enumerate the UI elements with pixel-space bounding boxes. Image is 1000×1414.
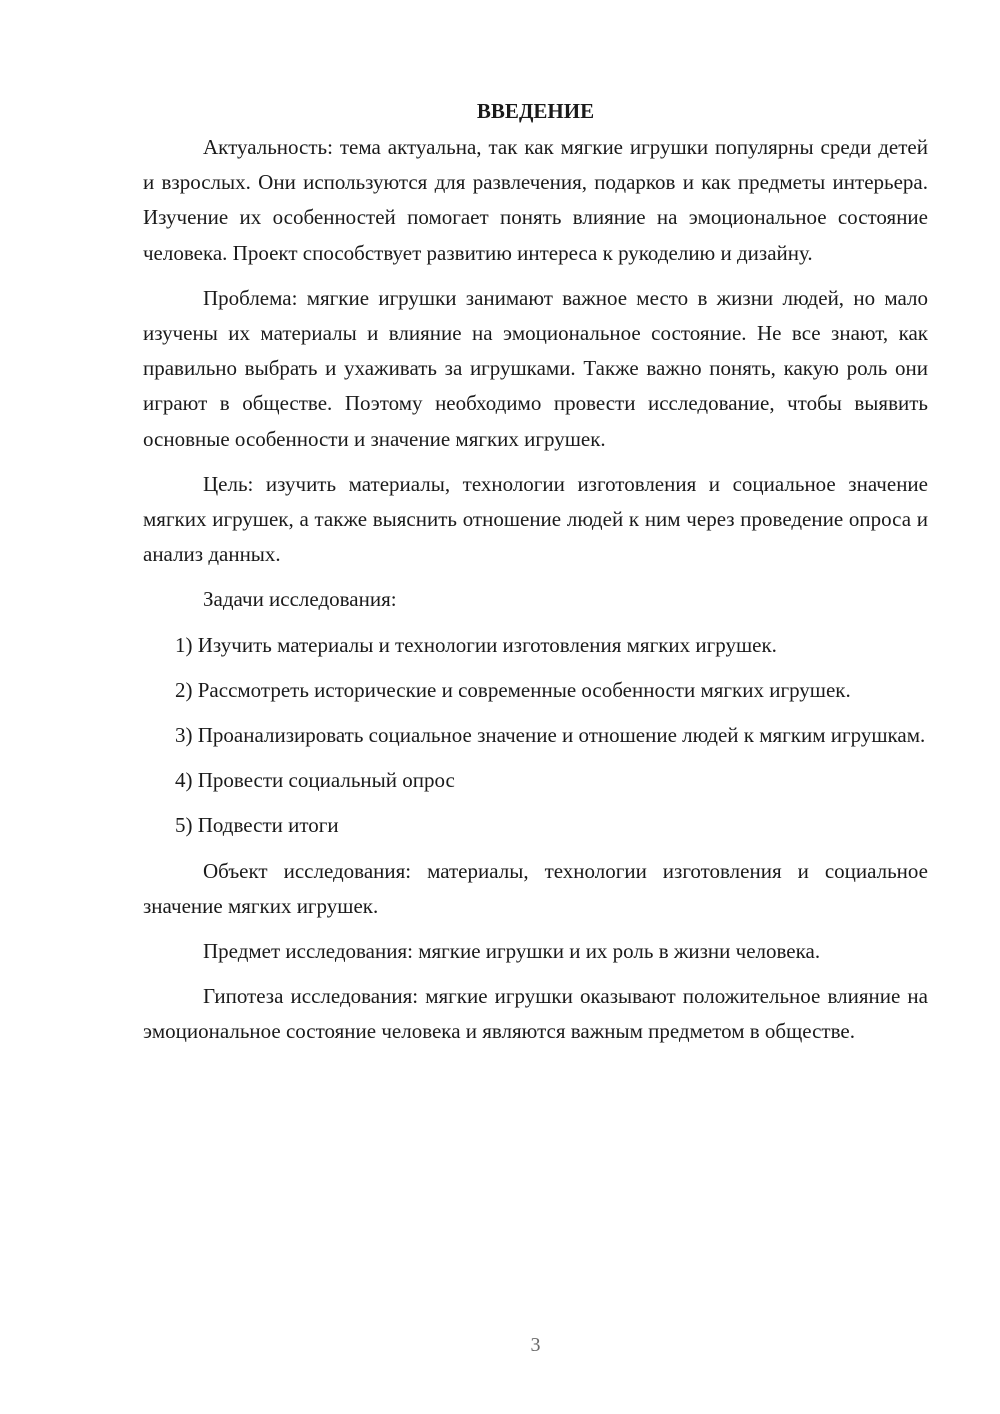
relevance-paragraph: Актуальность: тема актуальна, так как мягкие игрушки популярны среди детей и взрослых. Они используются для развлечения, подарков и как предметы интерьера. Изучение их особенностей помогает понять влияние на эмоциональное состояние человека. Проект способствует развитию интереса к рукоделию и дизайну. bbox=[143, 135, 928, 265]
page-number: 3 bbox=[530, 1334, 541, 1356]
task-item-2: 2) Рассмотреть исторические и современные особенности мягких игрушек. bbox=[175, 677, 851, 702]
goal-paragraph: Цель: изучить материалы, технологии изготовления и социальное значение мягких игрушек, а также выяснить отношение людей к ним через проведение опроса и анализ данных. bbox=[143, 471, 928, 567]
object-paragraph: Объект исследования: материалы, технологии изготовления и социальное значение мягких игрушек. bbox=[143, 858, 928, 918]
tasks-heading: Задачи исследования: bbox=[203, 587, 397, 612]
problem-paragraph: Проблема: мягкие игрушки занимают важное место в жизни людей, но мало изучены их материалы и влияние на эмоциональное состояние. Не все знают, как правильно выбрать и ухаживать за игрушками. Также важно понять, какую роль они играют в обществе. Поэтому необходимо провести исследование, чтобы выявить основные особенности и значение мягких игрушек. bbox=[143, 285, 928, 451]
task-item-1: 1) Изучить материалы и технологии изготовления мягких игрушек. bbox=[175, 632, 777, 657]
section-title: ВВЕДЕНИЕ bbox=[476, 99, 595, 123]
task-item-5: 5) Подвести итоги bbox=[175, 813, 339, 838]
task-item-3: 3) Проанализировать социальное значение и отношение людей к мягким игрушкам. bbox=[175, 723, 926, 748]
task-item-4: 4) Провести социальный опрос bbox=[175, 768, 455, 793]
subject-paragraph: Предмет исследования: мягкие игрушки и их роль в жизни человека. bbox=[203, 939, 821, 964]
hypothesis-paragraph: Гипотеза исследования: мягкие игрушки оказывают положительное влияние на эмоциональное состояние человека и являются важным предметом в обществе. bbox=[143, 984, 928, 1044]
document-page bbox=[143, 96, 928, 1060]
